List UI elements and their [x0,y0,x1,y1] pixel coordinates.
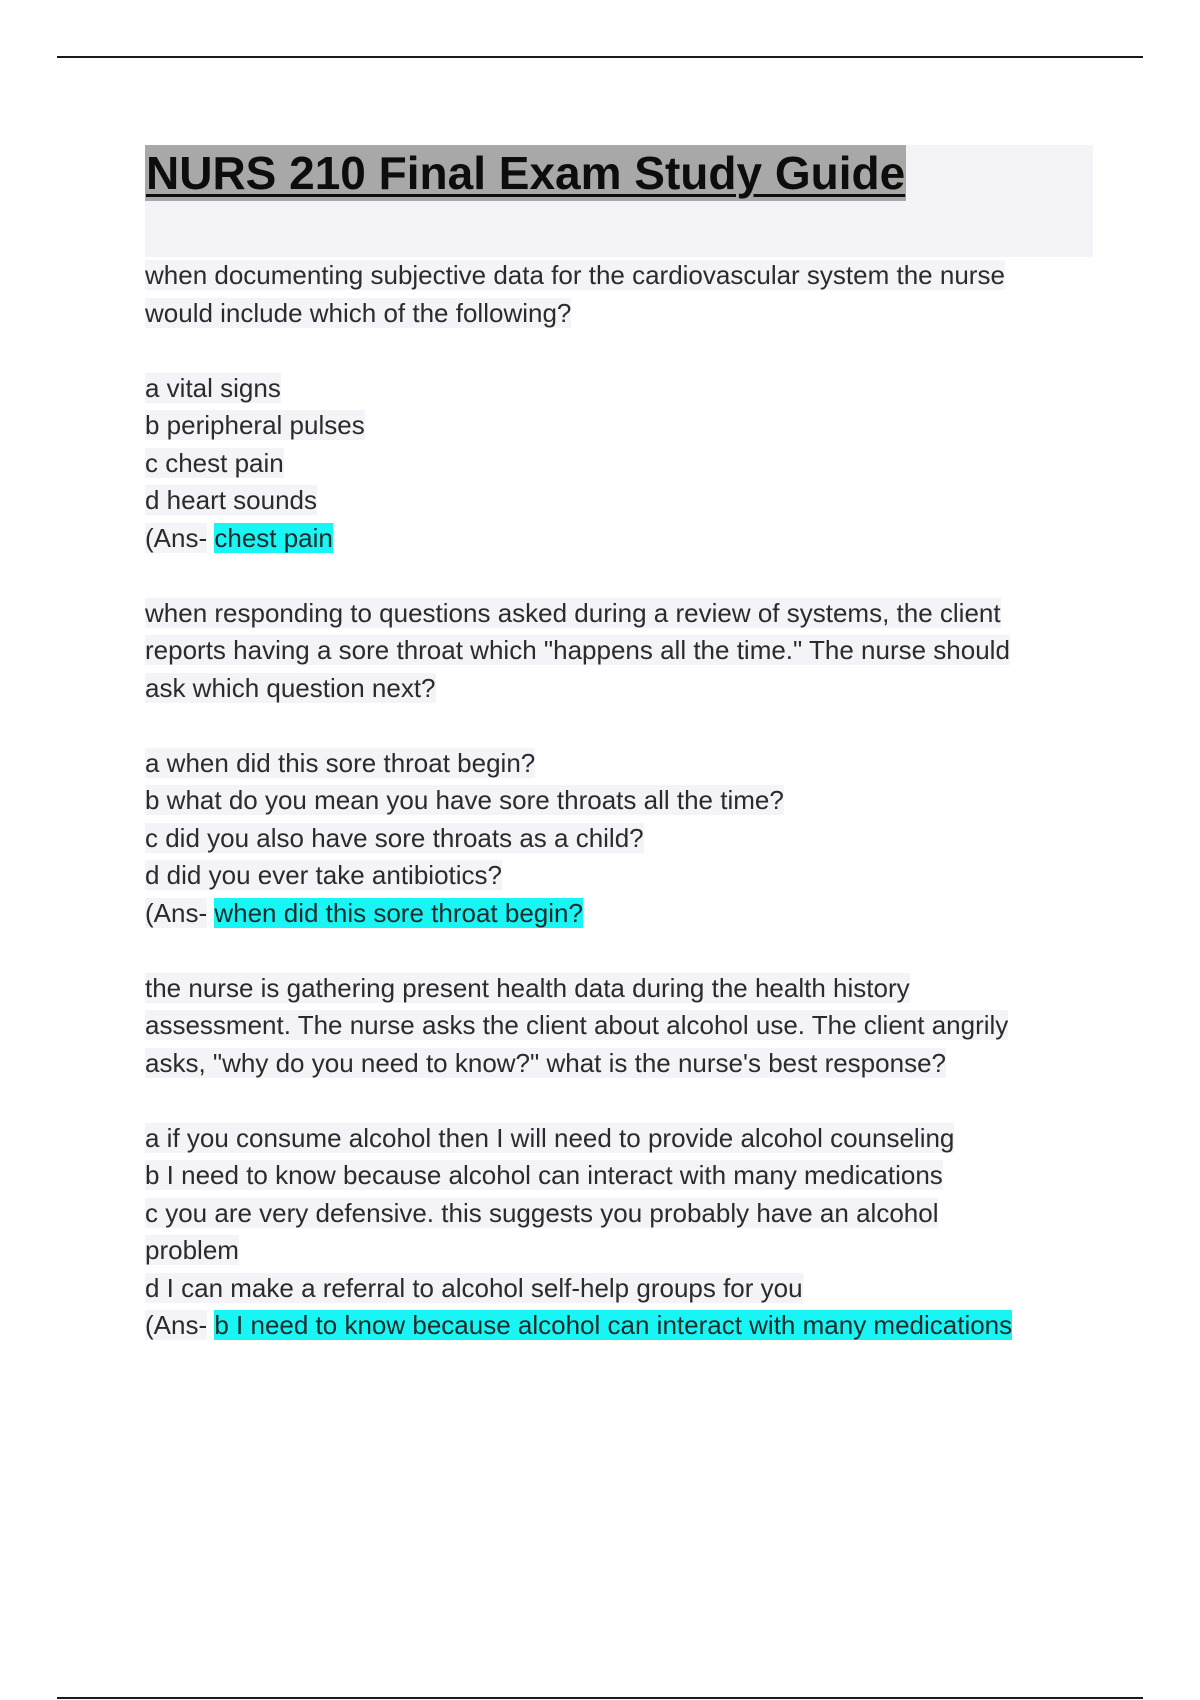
question-3 [145,970,1093,1345]
title-block [145,145,1093,257]
answer-option: b peripheral pulses [145,410,365,440]
answer-prefix: (Ans- [145,1310,208,1340]
question-2 [145,595,1093,970]
question-1 [145,257,1093,595]
question-stem-line: reports having a sore throat which "happens all the time." The nurse should [145,635,1010,665]
answer-option: b I need to know because alcohol can interact with many medications [145,1160,943,1190]
answer-prefix: (Ans- [145,522,208,553]
question-stem-line: assessment. The nurse asks the client about alcohol use. The client angrily [145,1010,1009,1040]
answer-prefix: (Ans- [145,897,208,928]
answer-option: d heart sounds [145,485,318,515]
document-title: NURS 210 Final Exam Study Guide [146,147,906,199]
top-rule [57,56,1143,58]
question-stem-line: the nurse is gathering present health data during the health history [145,972,910,1003]
highlighted-answer: when did this sore throat begin? [214,897,583,928]
answer-option: c you are very defensive. this suggests you probably have an alcohol [145,1197,939,1228]
question-stem-line: when documenting subjective data for the cardiovascular system the nurse [145,260,1005,290]
answer-option: a vital signs [145,372,281,403]
highlighted-answer: chest pain [214,522,333,553]
bottom-rule [57,1697,1143,1699]
question-stem-line: ask which question next? [145,672,436,703]
answer-option: a when did this sore throat begin? [145,747,536,778]
answer-option: b what do you mean you have sore throats all the time? [145,785,784,815]
answer-option: d I can make a referral to alcohol self-help groups for you [145,1272,803,1303]
answer-option: c chest pain [145,447,284,478]
question-stem-line: would include which of the following? [145,297,572,328]
answer-line [145,520,1093,558]
answer-option: c did you also have sore throats as a child? [145,822,644,853]
answer-option: a if you consume alcohol then I will need to provide alcohol counseling [145,1122,955,1153]
answer-option: d did you ever take antibiotics? [145,860,502,890]
answer-line [145,1307,1093,1345]
question-stem-line: when responding to questions asked during a review of systems, the client [145,597,1001,628]
answer-line [145,895,1093,933]
question-stem-line: asks, "why do you need to know?" what is the nurse's best response? [145,1047,946,1078]
highlighted-answer: b I need to know because alcohol can interact with many medications [214,1310,1013,1340]
document-body [145,145,1093,1345]
answer-option: problem [145,1235,239,1265]
